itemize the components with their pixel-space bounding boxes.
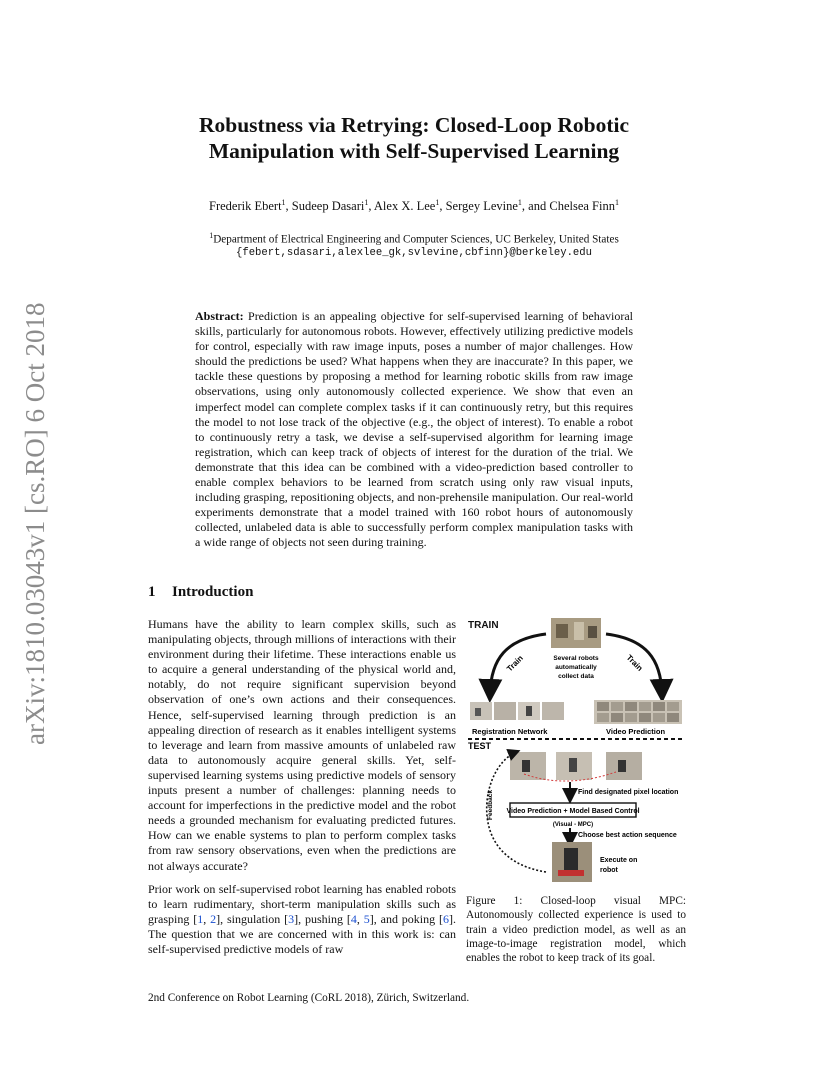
author-name: Chelsea Finn [549, 199, 615, 214]
author-affiliation-mark: 1 [517, 198, 522, 207]
author-name: Sergey Levine [445, 199, 518, 214]
introduction-column [148, 617, 456, 965]
section-title: Introduction [172, 584, 254, 600]
citation-link[interactable]: 2 [210, 911, 217, 926]
mpc-box-label: Video Prediction + Model Based Control [506, 808, 640, 815]
author-affiliation-mark: 1 [281, 198, 286, 207]
robots-caption-line1: Several robots [553, 655, 599, 662]
abstract [195, 309, 633, 551]
section-heading [148, 584, 253, 601]
paper-title [140, 112, 688, 164]
best-action-label: Choose best action sequence [578, 832, 677, 839]
intro-paragraph-2: Prior work on self-supervised robot learning has enabled robots to learn rudimentary, short-term manipulation skills such as grasping [1, 2], singulation [3], pushing [4, 5], and poking [6]. The question that we are concerned with in this work is: can self-supervised predictive models of raw [148, 881, 457, 956]
robots-caption-line3: collect data [558, 673, 594, 680]
title-line-2: Manipulation with Self-Supervised Learning [208, 139, 620, 163]
author-name: Frederik Ebert [209, 199, 282, 214]
author-list: Frederik Ebert$^1$, Sudeep Dasari$^1$, Alex X. Lee$^1$, Sergey Levine$^1$, and Chelsea Finn$^1$ [209, 198, 619, 214]
affiliation-text: Department of Electrical Engineering and Computer Sciences, UC Berkeley, United States [213, 233, 619, 246]
execute-label-line2: robot [600, 867, 618, 874]
video-prediction-label: Video Prediction [606, 727, 666, 736]
author-affiliation-mark: 1 [435, 198, 440, 207]
feedback-label: Feedback [487, 790, 494, 820]
train-arrow-right-label: Train [624, 653, 645, 673]
citation-link[interactable]: 6 [443, 911, 450, 926]
train-arrow-left-label: Train [505, 653, 525, 674]
affiliation-block [140, 229, 688, 260]
figure-1-diagram [466, 614, 686, 884]
arxiv-identifier-stamp [14, 290, 54, 750]
mpc-sublabel: (Visual - MPC) [552, 822, 594, 828]
robots-caption-line2: automatically [555, 664, 597, 671]
figure-1-caption: Figure 1: Closed-loop visual MPC: Autonomously collected experience is used to train a video prediction model, as well as an image-to-image registration model, which enables the robot to keep track of its goal. [466, 895, 686, 965]
abstract-label: Abstract: [195, 309, 244, 323]
section-number: 1 [148, 584, 156, 600]
author-emails: {febert,sdasari,alexlee_gk,svlevine,cbfinn}@berkeley.edu [235, 246, 592, 259]
arxiv-stamp-text: arXiv:1810.03043v1 [cs.RO] 6 Oct 2018 [20, 302, 50, 745]
citation-link[interactable]: 3 [288, 911, 295, 926]
train-label: TRAIN [468, 620, 499, 631]
execute-label-line1: Execute on [600, 857, 638, 864]
affiliation-mark: 1 [209, 231, 214, 240]
intro-paragraph-1: Humans have the ability to learn complex skills, such as manipulating objects, through millions of interactions with their environment during their lifetime. These interactions enable us to acquire a general understanding of the physical world and, notably, do not require significant supervision beyond observation of one’s own actions and their consequences. Hence, self-supervised learning through prediction is an appealing direction of research as it enables intelligent systems to leverage and learn from massive amounts of unlabeled raw data to autonomously acquire general skills. Yet, self-supervised learning systems using predictive models of sensory inputs present a number of challenges: planning needs to account for imperfections in the predictive model and the robot needs a grounded mechanism for evaluating predicted futures. How can we enable systems to plan to perform complex tasks from raw sensory observations, even when the predictions are not always accurate? [148, 617, 456, 873]
conference-footer: 2nd Conference on Robot Learning (CoRL 2018), Zürich, Switzerland. [148, 992, 470, 1004]
video-prediction-grid [594, 700, 682, 724]
registration-network-label: Registration Network [472, 727, 548, 736]
abstract-text: Prediction is an appealing objective for self-supervised learning of behavioral skills, particularly for autonomous robots. However, effectively utilizing predictive models for control, especially with raw image inputs, poses a number of major challenges. How should the predictions be used? What happens when they are inaccurate? In this paper, we tackle these questions by proposing a method for learning robotic skills from raw image observations, using only autonomously collected experience. We show that even an imperfect model can complete complex tasks if it can continuously retry, but this requires the model to not lose track of the objective (e.g., the object of interest). To enable a robot to continuously retry a task, we devise a self-supervised algorithm for learning image registration, which can keep track of objects of interest for the duration of the trial. We demonstrate that this idea can be combined with a video-prediction based controller to enable complex behaviors to be learned from scratch using only raw visual inputs, including grasping, repositioning objects, and non-prehensile manipulation. Our real-world experiments demonstrate that a model trained with 160 robot hours of autonomously collected, unlabeled data is able to successfully perform complex manipulation tasks with a wide range of objects not seen during training. [195, 309, 634, 550]
author-affiliation-mark: 1 [364, 198, 369, 207]
author-name: Alex X. Lee [373, 199, 436, 214]
test-label: TEST [468, 741, 492, 751]
author-name: Sudeep Dasari [291, 199, 365, 214]
find-pixel-label: Find designated pixel location [578, 789, 679, 796]
citation-link[interactable]: 5 [363, 911, 370, 926]
test-image-sequence [510, 752, 642, 781]
citation-link[interactable]: 1 [197, 911, 204, 926]
author-affiliation-mark: 1 [614, 198, 619, 207]
title-line-1: Robustness via Retrying: Closed-Loop Robotic [198, 113, 630, 137]
citation-link[interactable]: 4 [350, 911, 357, 926]
registration-image-strip [470, 702, 564, 720]
